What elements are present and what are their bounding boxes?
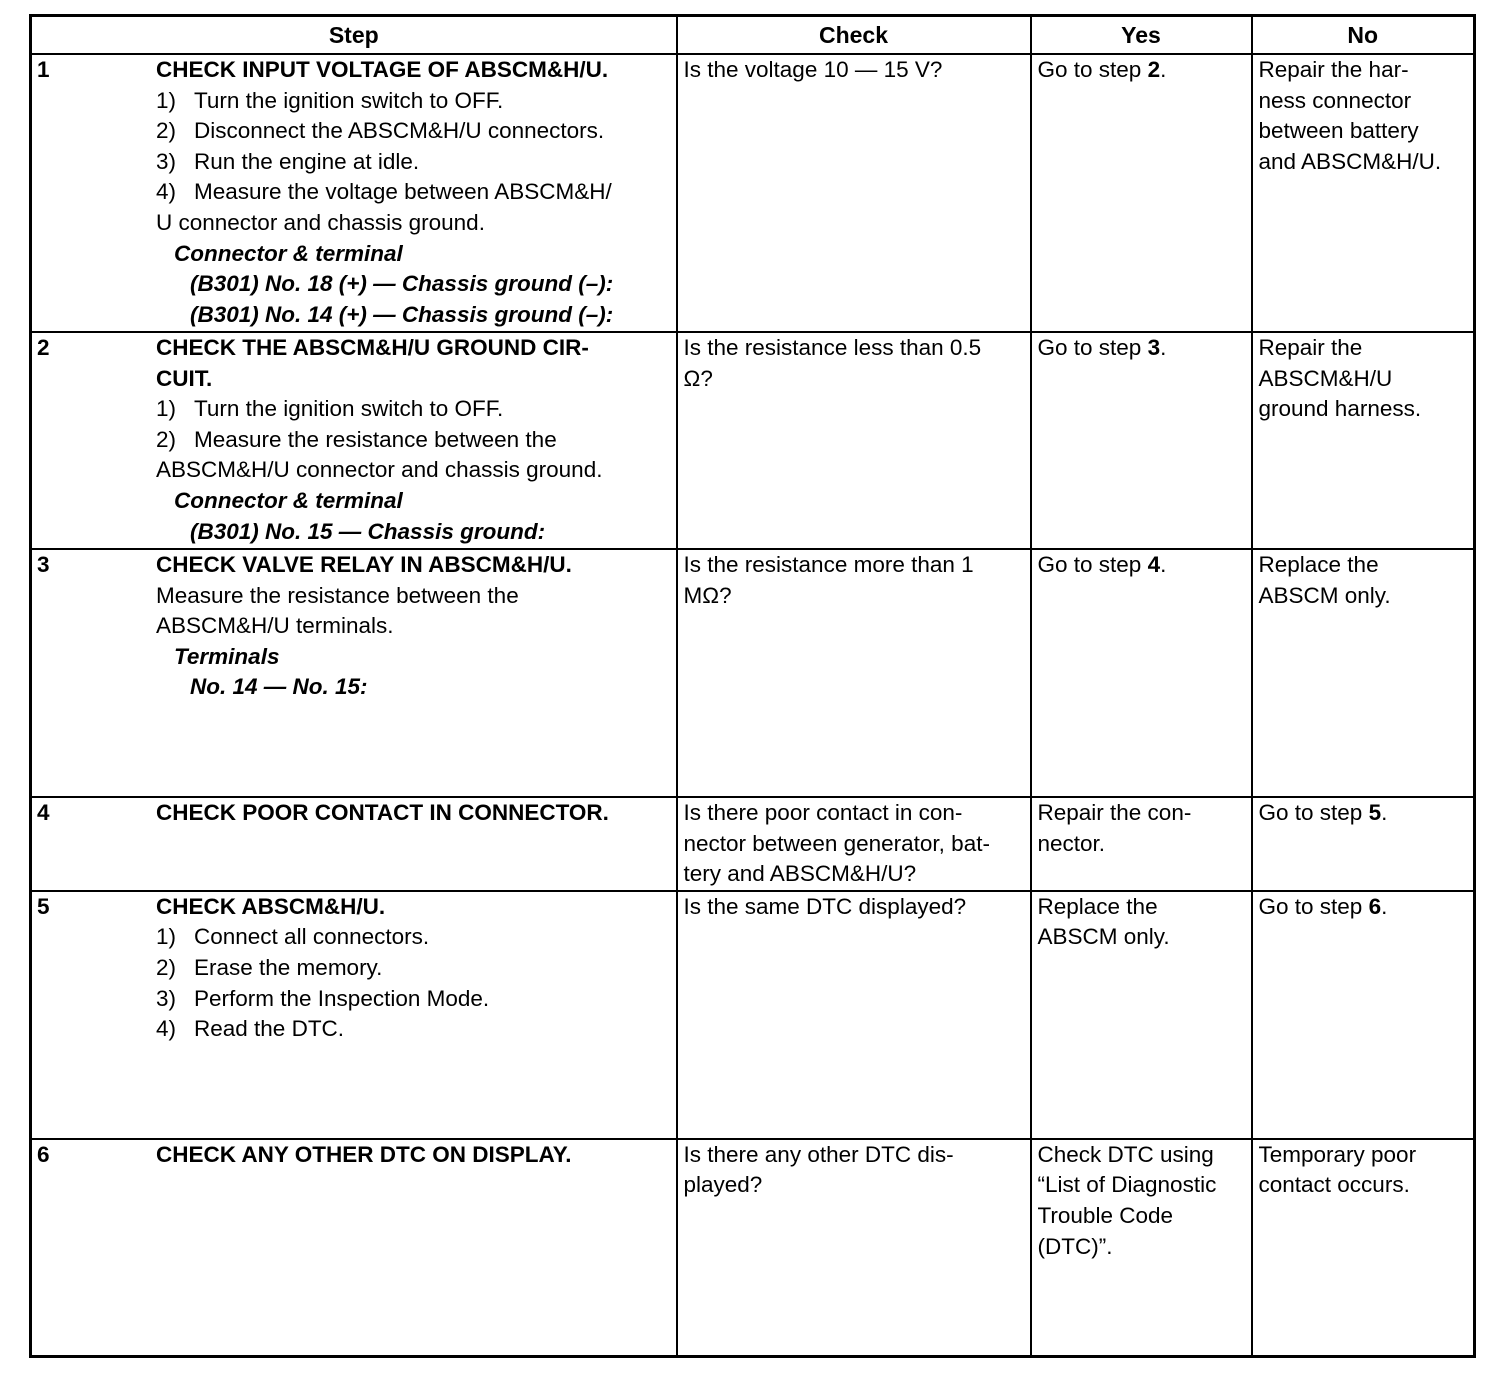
check-cell	[677, 1139, 1031, 1357]
instruction-text: Perform the Inspection Mode.	[194, 985, 490, 1011]
yes-text	[1032, 333, 1251, 364]
step-ref: 2	[1147, 57, 1161, 82]
check-text	[678, 55, 1030, 86]
diagnostic-table	[29, 14, 1476, 1358]
no-text-line: ABSCM&H/U	[1258, 365, 1393, 391]
connector-label: Connector & terminal	[174, 240, 403, 266]
no-text-line: Repair the	[1258, 335, 1363, 360]
step-text: Measure the resistance between the	[156, 582, 519, 608]
yes-text-line: Go to step 4.	[1037, 552, 1167, 577]
step-cell	[31, 797, 677, 891]
instruction-text: Read the DTC.	[194, 1016, 345, 1042]
step-ref: 3	[1147, 335, 1161, 360]
yes-text-line: “List of Diagnostic	[1037, 1172, 1217, 1198]
table-row	[31, 891, 1475, 1139]
instruction-text: Erase the memory.	[194, 954, 383, 980]
step-body	[156, 1140, 676, 1171]
check-cell	[677, 332, 1031, 549]
no-text-line: ness connector	[1258, 87, 1412, 113]
table-row	[31, 332, 1475, 549]
no-text-line: Go to step 5.	[1258, 800, 1388, 825]
check-line: Is the voltage 10 — 15 V?	[683, 57, 943, 82]
step-cell	[31, 332, 677, 549]
step-title: CHECK INPUT VOLTAGE OF ABSCM&H/U.	[156, 57, 609, 82]
instruction-number: 3)	[156, 148, 177, 174]
step-title: CHECK VALVE RELAY IN ABSCM&H/U.	[156, 552, 572, 577]
instruction-number: 2)	[156, 426, 177, 452]
step-number: 3	[37, 552, 50, 577]
instruction-text: Measure the voltage between ABSCM&H/	[194, 179, 612, 205]
step-number: 1	[37, 57, 50, 82]
step-instruction	[156, 922, 668, 953]
no-cell	[1252, 54, 1475, 332]
instruction-text: Measure the resistance between the	[194, 426, 557, 452]
no-text-line: between battery	[1258, 118, 1419, 144]
step-number: 2	[37, 335, 50, 360]
no-text	[1253, 55, 1474, 177]
check-text	[678, 798, 1030, 890]
check-cell	[677, 797, 1031, 891]
step-cell	[31, 1139, 677, 1357]
table-row	[31, 549, 1475, 797]
table-row	[31, 54, 1475, 332]
check-line: Ω?	[683, 365, 713, 391]
yes-cell	[1031, 797, 1252, 891]
step-instruction	[156, 984, 668, 1015]
connector-label: Terminals	[174, 643, 280, 669]
yes-text	[1032, 892, 1251, 953]
no-cell	[1252, 1139, 1475, 1357]
terminal-spec: (B301) No. 18 (+) — Chassis ground (–):	[190, 271, 614, 297]
no-text-line: Temporary poor	[1258, 1141, 1417, 1167]
instruction-number: 3)	[156, 985, 177, 1011]
check-line: nector between generator, bat-	[683, 830, 990, 856]
no-text-line: Replace the	[1258, 552, 1379, 577]
step-text: U connector and chassis ground.	[156, 209, 485, 235]
yes-text-line: Repair the con-	[1037, 800, 1192, 825]
instruction-text: Run the engine at idle.	[194, 148, 420, 174]
no-text	[1253, 1140, 1474, 1201]
check-text	[678, 333, 1030, 394]
yes-text-line: Trouble Code	[1037, 1202, 1173, 1228]
step-ref: 6	[1368, 893, 1382, 919]
yes-text-line: Check DTC using	[1037, 1141, 1214, 1167]
check-line: Is the same DTC displayed?	[683, 893, 967, 919]
step-title: CHECK THE ABSCM&H/U GROUND CIR-	[156, 335, 589, 360]
no-text-line: contact occurs.	[1258, 1172, 1410, 1198]
instruction-number: 4)	[156, 179, 177, 205]
step-instruction	[156, 1014, 668, 1045]
instruction-number: 2)	[156, 954, 177, 980]
step-body	[156, 55, 676, 330]
check-line: Is there poor contact in con-	[683, 800, 963, 825]
header-row	[31, 16, 1475, 55]
check-text	[678, 892, 1030, 923]
step-number: 5	[37, 893, 50, 919]
step-title: CUIT.	[156, 365, 213, 391]
step-text: ABSCM&H/U connector and chassis ground.	[156, 457, 603, 483]
step-instruction	[156, 953, 668, 984]
step-title: CHECK POOR CONTACT IN CONNECTOR.	[156, 800, 609, 825]
step-cell	[31, 549, 677, 797]
instruction-text: Turn the ignition switch to OFF.	[194, 396, 504, 422]
yes-text	[1032, 798, 1251, 859]
step-instruction	[156, 116, 668, 147]
no-text	[1253, 333, 1474, 425]
yes-text-line: Go to step 3.	[1037, 335, 1167, 360]
yes-text-line: Go to step 2.	[1037, 57, 1167, 82]
header-no: No	[1252, 16, 1475, 55]
step-instruction	[156, 86, 668, 117]
step-number: 6	[37, 1141, 50, 1167]
step-number: 4	[37, 800, 50, 825]
no-text	[1253, 798, 1474, 829]
table-row	[31, 797, 1475, 891]
no-cell	[1252, 797, 1475, 891]
step-cell	[31, 891, 677, 1139]
yes-cell	[1031, 332, 1252, 549]
instruction-number: 1)	[156, 396, 177, 422]
header-yes: Yes	[1031, 16, 1252, 55]
no-cell	[1252, 549, 1475, 797]
yes-cell	[1031, 549, 1252, 797]
header-step: Step	[31, 16, 677, 55]
instruction-text: Connect all connectors.	[194, 924, 430, 950]
step-instruction	[156, 177, 668, 208]
step-body	[156, 550, 676, 703]
connector-label: Connector & terminal	[174, 487, 403, 513]
step-title: CHECK ABSCM&H/U.	[156, 893, 386, 919]
step-instruction	[156, 425, 668, 456]
no-cell	[1252, 891, 1475, 1139]
check-text	[678, 550, 1030, 611]
instruction-number: 4)	[156, 1016, 177, 1042]
step-instruction	[156, 147, 668, 178]
no-text	[1253, 892, 1474, 923]
no-text	[1253, 550, 1474, 611]
no-text-line: ABSCM only.	[1258, 582, 1391, 608]
check-line: Is the resistance more than 1	[683, 552, 974, 577]
yes-text-line: ABSCM only.	[1037, 924, 1170, 950]
yes-text	[1032, 550, 1251, 581]
yes-text-line: nector.	[1037, 830, 1106, 856]
no-text-line: ground harness.	[1258, 396, 1422, 422]
yes-text-line: Replace the	[1037, 893, 1158, 919]
yes-text	[1032, 55, 1251, 86]
instruction-text: Turn the ignition switch to OFF.	[194, 87, 504, 113]
yes-text	[1032, 1140, 1251, 1262]
terminal-spec: No. 14 — No. 15:	[190, 674, 368, 700]
no-cell	[1252, 332, 1475, 549]
step-instruction	[156, 394, 668, 425]
check-line: Is the resistance less than 0.5	[683, 335, 982, 360]
terminal-spec: (B301) No. 14 (+) — Chassis ground (–):	[190, 301, 614, 327]
instruction-text: Disconnect the ABSCM&H/U connectors.	[194, 118, 605, 144]
step-cell	[31, 54, 677, 332]
check-text	[678, 1140, 1030, 1201]
yes-text-line: (DTC)”.	[1037, 1233, 1113, 1259]
check-cell	[677, 54, 1031, 332]
check-line: MΩ?	[683, 582, 732, 608]
instruction-number: 1)	[156, 924, 177, 950]
check-cell	[677, 891, 1031, 1139]
no-text-line: Go to step 6.	[1258, 893, 1388, 919]
no-text-line: and ABSCM&H/U.	[1258, 148, 1442, 174]
header-check: Check	[677, 16, 1031, 55]
yes-cell	[1031, 891, 1252, 1139]
step-body	[156, 798, 676, 829]
table-row	[31, 1139, 1475, 1357]
check-line: Is there any other DTC dis-	[683, 1141, 954, 1167]
instruction-number: 2)	[156, 118, 177, 144]
step-body	[156, 333, 676, 547]
step-body	[156, 892, 676, 1045]
step-title: CHECK ANY OTHER DTC ON DISPLAY.	[156, 1141, 572, 1167]
terminal-spec: (B301) No. 15 — Chassis ground:	[190, 518, 546, 544]
no-text-line: Repair the har-	[1258, 57, 1409, 82]
yes-cell	[1031, 54, 1252, 332]
step-ref: 5	[1368, 800, 1382, 825]
step-text: ABSCM&H/U terminals.	[156, 613, 394, 639]
check-cell	[677, 549, 1031, 797]
step-ref: 4	[1147, 552, 1161, 577]
check-line: tery and ABSCM&H/U?	[683, 861, 917, 887]
yes-cell	[1031, 1139, 1252, 1357]
check-line: played?	[683, 1172, 763, 1198]
instruction-number: 1)	[156, 87, 177, 113]
